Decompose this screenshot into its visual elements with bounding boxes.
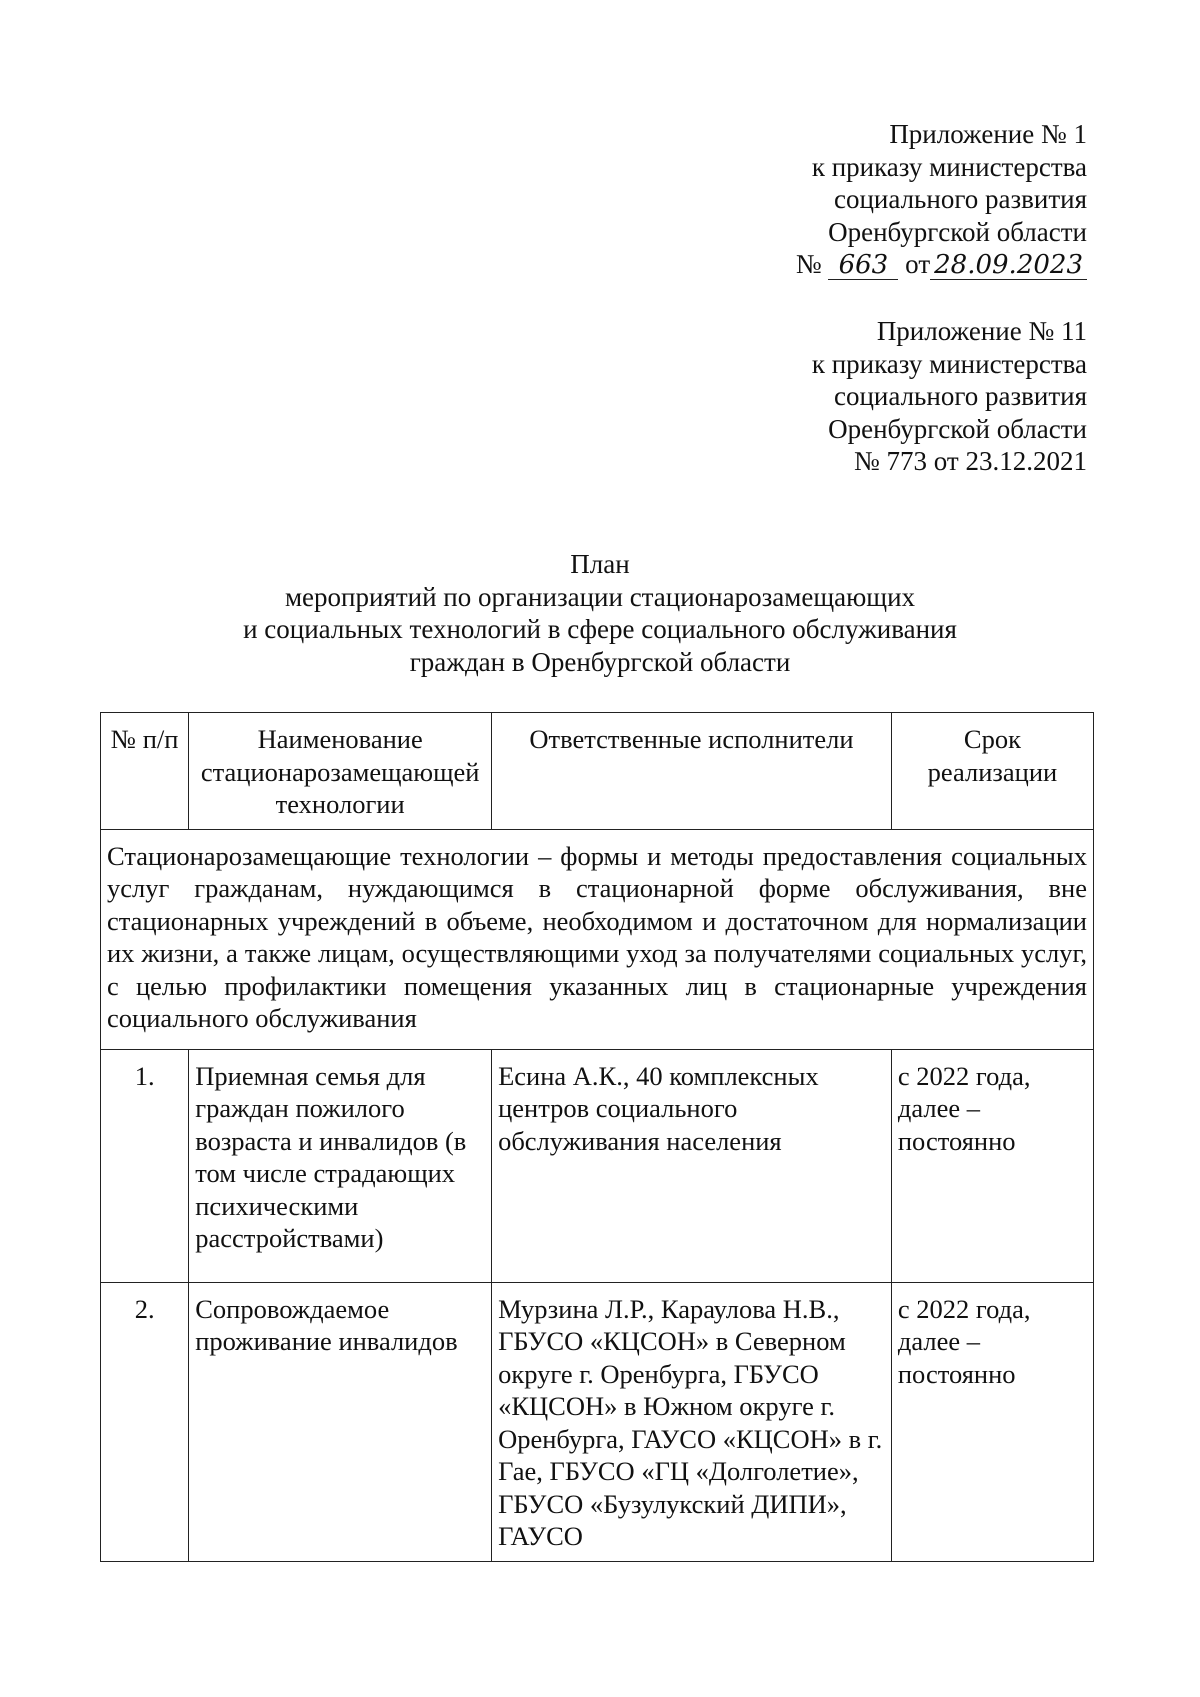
appendix-1-ministry-line: социального развития (833, 184, 1087, 214)
row-term: с 2022 года, далее – постоянно (891, 1049, 1093, 1282)
appendix-11-region-line: Оренбургской области (828, 413, 1087, 444)
row-num: 1. (101, 1049, 189, 1282)
header-name: Наименование стационарозамещающей технологии (189, 713, 492, 830)
section-row (101, 829, 1094, 1049)
title-line-4: граждан в Оренбургской области (409, 646, 791, 677)
document-title (100, 548, 1100, 678)
appendix-11-order-line: к приказу министерства (811, 348, 1087, 379)
header-term: Срок реализации (891, 713, 1093, 830)
appendix-1-region-line: Оренбургской области (828, 216, 1087, 247)
number-prefix: № (795, 249, 822, 279)
appendix-1-block (796, 118, 1087, 281)
appendix-1-title: Приложение № 1 (889, 119, 1087, 149)
row-term: с 2022 года, далее – постоянно (891, 1282, 1093, 1561)
table-header-row (101, 713, 1094, 830)
handwritten-order-date: 28.09.2023 (930, 251, 1087, 280)
row-name: Сопровождаемое проживание инвалидов (189, 1282, 492, 1561)
plan-table (100, 712, 1094, 1562)
appendix-11-title: Приложение № 11 (876, 316, 1087, 346)
table-row (101, 1282, 1094, 1561)
row-name: Приемная семья для граждан пожилого возраста и инвалидов (в том числе страдающих психическими расстройствами) (189, 1049, 492, 1282)
table-row (101, 1049, 1094, 1282)
header-responsible: Ответственные исполнители (492, 713, 892, 830)
title-line-3: и социальных технологий в сфере социального обслуживания (243, 614, 957, 644)
row-responsible: Есина А.К., 40 комплексных центров социального обслуживания населения (492, 1049, 892, 1282)
handwritten-order-number: 663 (828, 251, 898, 280)
title-line-2: мероприятий по организации стационарозамещающих (284, 581, 916, 612)
header-num: № п/п (101, 713, 189, 830)
row-num: 2. (101, 1282, 189, 1561)
appendix-1-order-line: к приказу министерства (811, 151, 1087, 182)
row-responsible: Мурзина Л.Р., Караулова Н.В., ГБУСО «КЦСОН» в Северном округе г. Оренбурга, ГБУСО «КЦСОН» в Южном округе г. Оренбурга, ГАУСО «КЦСОН» в г. Гае, ГБУСО «ГЦ «Долголетие», ГБУСО «Бузулукский ДИПИ», ГАУСО (492, 1282, 892, 1561)
appendix-11-number-line: № 773 от 23.12.2021 (854, 446, 1087, 476)
appendix-11-ministry-line: социального развития (833, 381, 1087, 411)
title-line-1: План (570, 549, 630, 579)
appendix-11-block (812, 315, 1087, 478)
appendix-1-number-line (796, 248, 1087, 281)
date-prefix: от (905, 249, 931, 279)
section-description: Стационарозамещающие технологии – формы и методы предоставления социальных услуг гражданам, нуждающимся в стационарной форме обслуживания, вне стационарных учреждений в объеме, необходимом и достаточном для нормализации их жизни, а также лицам, осуществляющими уход за получателями социальных услуг, с целью профилактики помещения указанных лиц в стационарные учреждения социального обслуживания (101, 829, 1094, 1049)
